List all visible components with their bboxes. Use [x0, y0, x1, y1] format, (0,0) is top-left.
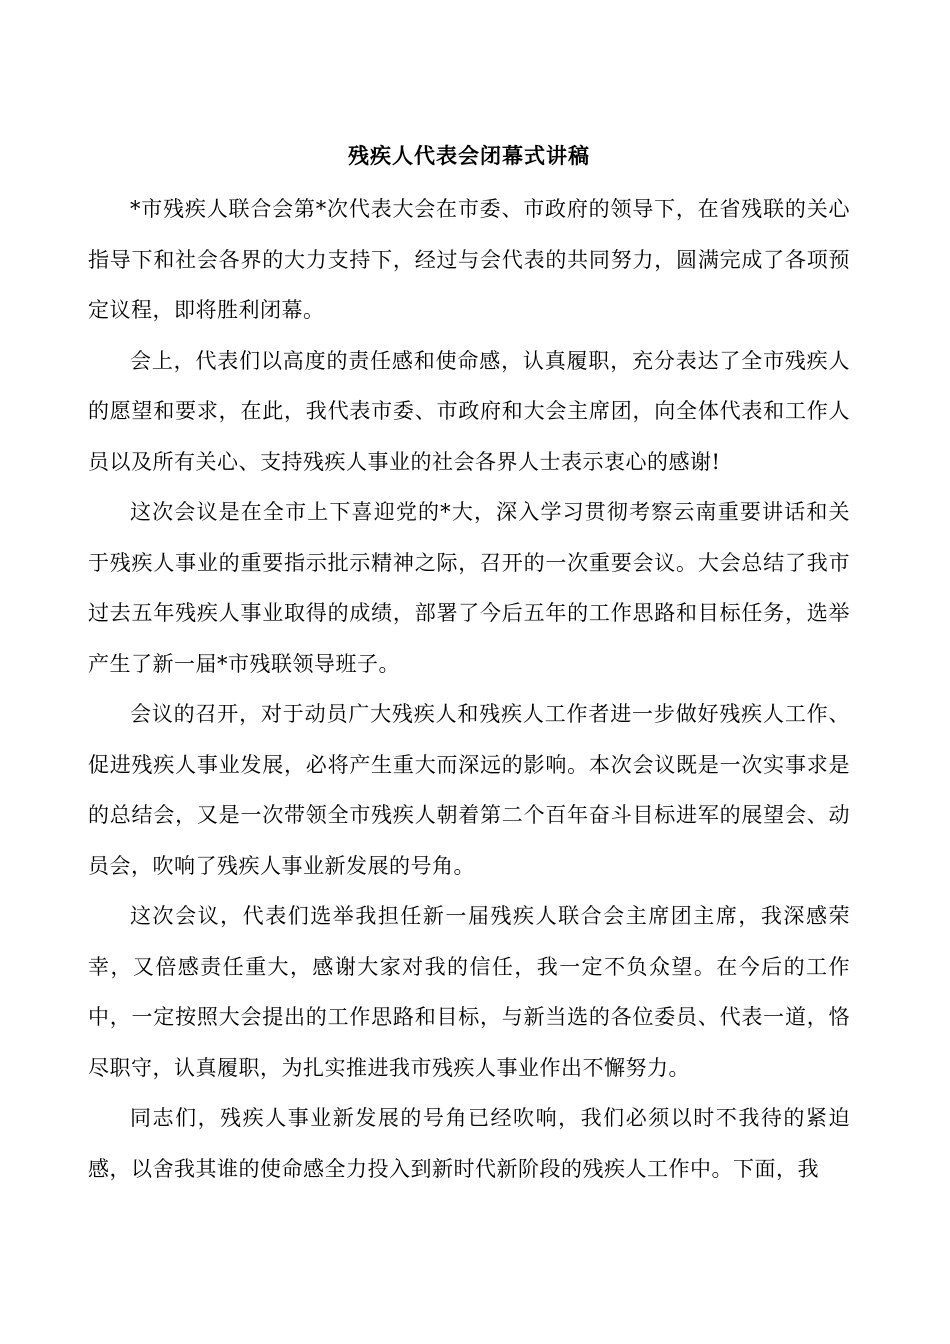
paragraph-6: 同志们，残疾人事业新发展的号角已经吹响，我们必须以时不我待的紧迫感，以舍我其谁的使命感全力投入到新时代新阶段的残疾人工作中。下面，我 — [88, 1106, 850, 1181]
document-title: 残疾人代表会闭幕式讲稿 — [348, 143, 590, 168]
paragraph-3: 这次会议是在全市上下喜迎党的*大，深入学习贯彻考察云南重要讲话和关于残疾人事业的重要指示批示精神之际，召开的一次重要会议。大会总结了我市过去五年残疾人事业取得的成绩，部署了今后五年的工作思路和目标任务，选举产生了新一届*市残联领导班子。 — [88, 500, 850, 676]
paragraph-1: *市残疾人联合会第*次代表大会在市委、市政府的领导下，在省残联的关心指导下和社会各界的大力支持下，经过与会代表的共同努力，圆满完成了各项预定议程，即将胜利闭幕。 — [88, 197, 850, 322]
paragraph-5: 这次会议，代表们选举我担任新一届残疾人联合会主席团主席，我深感荣幸，又倍感责任重大，感谢大家对我的信任，我一定不负众望。在今后的工作中，一定按照大会提出的工作思路和目标，与新当选的各位委员、代表一道，恪尽职守，认真履职，为扎实推进我市残疾人事业作出不懈努力。 — [88, 904, 850, 1080]
paragraph-4: 会议的召开，对于动员广大残疾人和残疾人工作者进一步做好残疾人工作、促进残疾人事业发展，必将产生重大而深远的影响。本次会议既是一次实事求是的总结会，又是一次带领全市残疾人朝着第二个百年奋斗目标进军的展望会、动员会，吹响了残疾人事业新发展的号角。 — [88, 702, 850, 878]
paragraph-2: 会上，代表们以高度的责任感和使命感，认真履职，充分表达了全市残疾人的愿望和要求，在此，我代表市委、市政府和大会主席团，向全体代表和工作人员以及所有关心、支持残疾人事业的社会各界人士表示衷心的感谢! — [88, 348, 850, 474]
